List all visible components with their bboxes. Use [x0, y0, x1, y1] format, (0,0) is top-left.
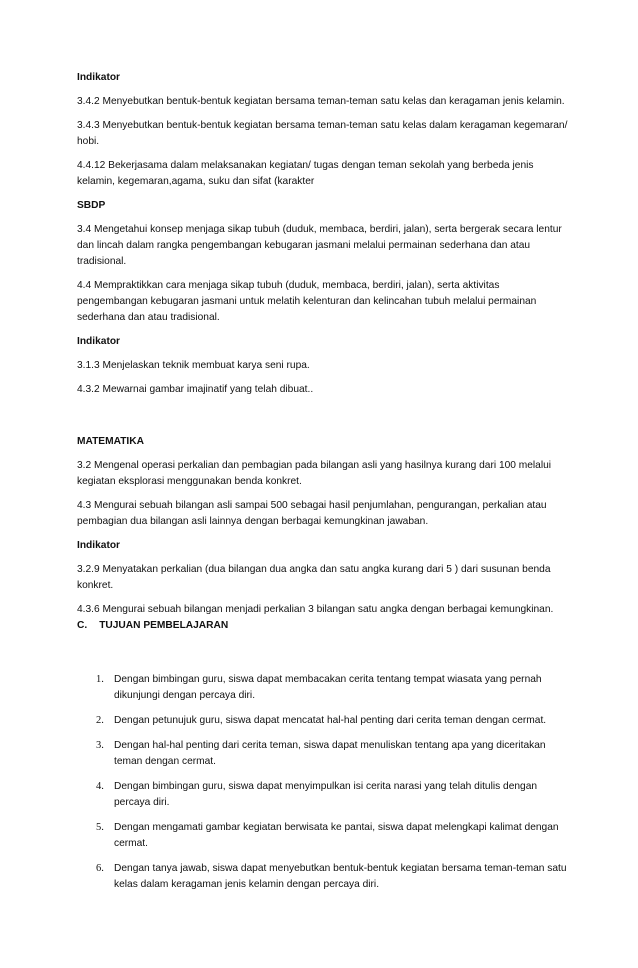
indikator-item: 3.4.3 Menyebutkan bentuk-bentuk kegiatan bersama teman-teman satu kelas dalam keragaman kegemaran/ hobi.	[77, 120, 568, 147]
tujuan-list-item	[77, 713, 568, 729]
section-title: TUJUAN PEMBELAJARAN	[99, 620, 229, 631]
list-item-text: Dengan mengamati gambar kegiatan berwisata ke pantai, siswa dapat melengkapi kalimat dengan cermat.	[114, 822, 559, 849]
indikator-heading: Indikator	[77, 72, 121, 83]
indikator-item: 3.1.3 Menjelaskan teknik membuat karya seni rupa.	[77, 360, 310, 371]
tujuan-list-item	[77, 779, 568, 811]
list-item-text: Dengan bimbingan guru, siswa dapat membacakan cerita tentang tempat wiasata yang pernah dikunjungi dengan percaya diri.	[114, 674, 542, 701]
list-item-text: Dengan bimbingan guru, siswa dapat menyimpulkan isi cerita narasi yang telah ditulis dengan percaya diri.	[114, 781, 538, 808]
list-number: 5.	[96, 822, 104, 833]
section-letter: C.	[77, 620, 88, 631]
tujuan-list	[77, 672, 568, 893]
tujuan-list-item	[77, 672, 568, 704]
indikator-heading: Indikator	[77, 540, 121, 551]
tujuan-list-item	[77, 820, 568, 852]
list-item-text: Dengan petunujuk guru, siswa dapat mencatat hal-hal penting dari cerita teman dengan cermat.	[114, 715, 547, 726]
indikator-item: 3.4.2 Menyebutkan bentuk-bentuk kegiatan bersama teman-teman satu kelas dan keragaman jenis kelamin.	[77, 96, 565, 107]
list-item-text: Dengan tanya jawab, siswa dapat menyebutkan bentuk-bentuk kegiatan bersama teman-teman satu kelas dalam keragaman jenis kelamin dengan percaya diri.	[114, 863, 567, 890]
matematika-competency: 3.2 Mengenal operasi perkalian dan pembagian pada bilangan asli yang hasilnya kurang dari 100 melalui kegiatan eksplorasi menggunakan benda konkret.	[77, 460, 552, 487]
sbdp-competency: 3.4 Mengetahui konsep menjaga sikap tubuh (duduk, membaca, berdiri, jalan), serta bergerak secara lentur dan lincah dalam rangka pengembangan kebugaran jasmani melalui permainan sederhana dan atau tradisional.	[77, 224, 562, 267]
list-number: 3.	[96, 740, 104, 751]
indikator-heading: Indikator	[77, 336, 121, 347]
matematika-competency: 4.3 Mengurai sebuah bilangan asli sampai 500 sebagai hasil penjumlahan, pengurangan, perkalian atau pembagian dua bilangan asli lainnya dengan berbagai kemungkinan jawaban.	[77, 500, 547, 527]
tujuan-list-item	[77, 861, 568, 893]
list-item-text: Dengan hal-hal penting dari cerita teman, siswa dapat menuliskan tentang apa yang diceritakan teman dengan cermat.	[114, 740, 546, 767]
section-spacer	[77, 406, 568, 434]
tujuan-list-item	[77, 738, 568, 770]
matematika-heading: MATEMATIKA	[77, 436, 144, 447]
list-number: 1.	[96, 674, 104, 685]
indikator-item: 4.3.2 Mewarnai gambar imajinatif yang telah dibuat..	[77, 384, 314, 395]
indikator-item-text: 4.3.6 Mengurai sebuah bilangan menjadi perkalian 3 bilangan satu angka dengan berbagai kemungkinan.	[77, 604, 554, 615]
sbdp-competency: 4.4 Mempraktikkan cara menjaga sikap tubuh (duduk, membaca, berdiri, jalan), serta aktivitas pengembangan kebugaran jasmani untuk melatih kelenturan dan kelincahan tubuh melalui permainan sederhana dan atau tradisional.	[77, 280, 537, 323]
indikator-item: 4.4.12 Bekerjasama dalam melaksanakan kegiatan/ tugas dengan teman sekolah yang berbeda jenis kelamin, kegemaran,agama, suku dan sifat (karakter	[77, 160, 534, 187]
sbdp-heading: SBDP	[77, 200, 106, 211]
indikator-item: 3.2.9 Menyatakan perkalian (dua bilangan dua angka dan satu angka kurang dari 5 ) dari susunan benda konkret.	[77, 564, 551, 591]
section-heading-tujuan	[77, 620, 228, 631]
indikator-item	[77, 602, 568, 634]
section-spacer	[77, 642, 568, 672]
list-number: 4.	[96, 781, 104, 792]
list-number: 2.	[96, 715, 104, 726]
list-number: 6.	[96, 863, 104, 874]
